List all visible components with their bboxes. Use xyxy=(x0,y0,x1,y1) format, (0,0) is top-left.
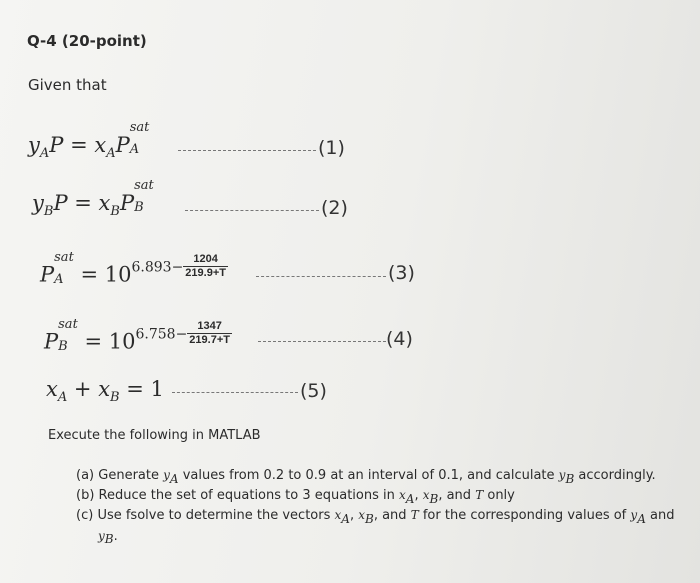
equation-1: $y_AP = x_AP$ sat A xyxy=(28,120,150,162)
dashed-leader-4 xyxy=(258,341,386,342)
instruction-item-c: (c) Use fsolve to determine the vectors $x_A$, $x_B$, and T for the corresponding values of $y_A$ and $y_B$. xyxy=(76,508,675,547)
given-text: Given that xyxy=(28,76,107,94)
equation-2: $y_BP = x_BP$ sat B xyxy=(32,178,154,220)
equation-5: $x_A + x_B = 1$ xyxy=(46,377,164,406)
exponent-4: 6.758− xyxy=(135,326,188,343)
instructions-heading: Execute the following in MATLAB xyxy=(48,428,261,443)
dashed-leader-3 xyxy=(256,276,386,277)
instruction-item-a: (a) Generate $y_A$ values from 0.2 to 0.9 at an interval of 0.1, and calculate $y_B$ accordingly. xyxy=(76,468,656,486)
equation-number-5: (5) xyxy=(300,380,327,402)
equation-number-3: (3) xyxy=(388,262,415,284)
equation-number-1: (1) xyxy=(318,137,345,159)
fraction-4: $\frac{1347}{219.7+T}$ xyxy=(189,320,230,346)
dashed-leader-2 xyxy=(185,210,319,211)
fraction-3: $\frac{1204}{219.9+T}$ xyxy=(185,253,226,279)
equation-4: P sat B = $10^{6.758-}$ $\frac{1347}{219.7+T}$ xyxy=(44,316,230,354)
equation-number-4: (4) xyxy=(386,328,413,350)
question-title: Q-4 (20-point) xyxy=(27,32,147,50)
instruction-item-b: (b) Reduce the set of equations to 3 equations in $x_A$, $x_B$, and T only xyxy=(76,488,515,506)
dashed-leader-5 xyxy=(172,392,298,393)
equation-number-2: (2) xyxy=(321,197,348,219)
exponent-3: 6.893− xyxy=(131,259,184,276)
dashed-leader-1 xyxy=(178,150,316,151)
equation-3: P sat A = $10^{6.893-}$ $\frac{1204}{219.9+T}$ xyxy=(40,249,226,287)
